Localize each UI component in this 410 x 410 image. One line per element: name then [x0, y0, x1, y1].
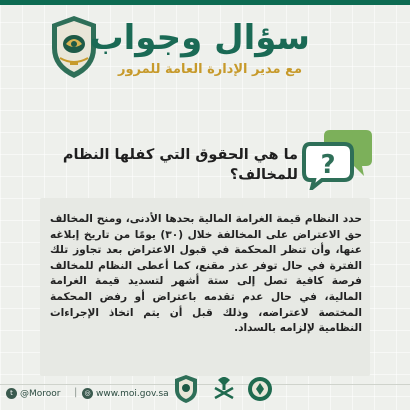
traffic-logo-icon: [172, 374, 200, 404]
answer-text: حدد النظام قيمة الغرامة المالية بحدها الأدنى، ومنح المخالف حق الاعتراض على المخالفة خلال (٣٠) يومًا من تاريخ إبلاغه عنها، وأن تنظر المحكمة في قبول الاعتراض بعد تجاوز تلك الفترة في حال توفر عذر مقنع، كما أعطى النظام للمخالف فرصة كافية تصل إلى ستة أشهر لتسديد قيمة الغرامة المالية، في حال عدم تقدمه باعتراض أو رفض المحكمة المختصة لاعتراضه، وذلك قبل أن يتم اتخاذ الإجراءات النظامية لإلزامه بالسداد.: [50, 213, 362, 335]
globe-icon[interactable]: ◎: [82, 388, 93, 399]
svg-text:?: ?: [320, 150, 336, 180]
twitter-icon[interactable]: t: [6, 388, 17, 399]
top-accent-bar: [0, 0, 410, 5]
footer-separator: |: [74, 387, 78, 398]
page-title: سؤال وجواب: [89, 18, 310, 58]
website-link[interactable]: www.moi.gov.sa: [96, 389, 169, 399]
saudi-emblem-icon: [210, 374, 238, 404]
question-text: ما هي الحقوق التي كفلها النظام للمخالف؟: [62, 147, 298, 183]
footer-divider: [0, 384, 410, 385]
ministry-interior-logo-icon: [246, 374, 274, 404]
page-subtitle: مع مدير الإدارة العامة للمرور: [117, 62, 302, 77]
twitter-handle[interactable]: @Moroor: [20, 389, 61, 399]
question-bubble-icon: [300, 126, 376, 190]
